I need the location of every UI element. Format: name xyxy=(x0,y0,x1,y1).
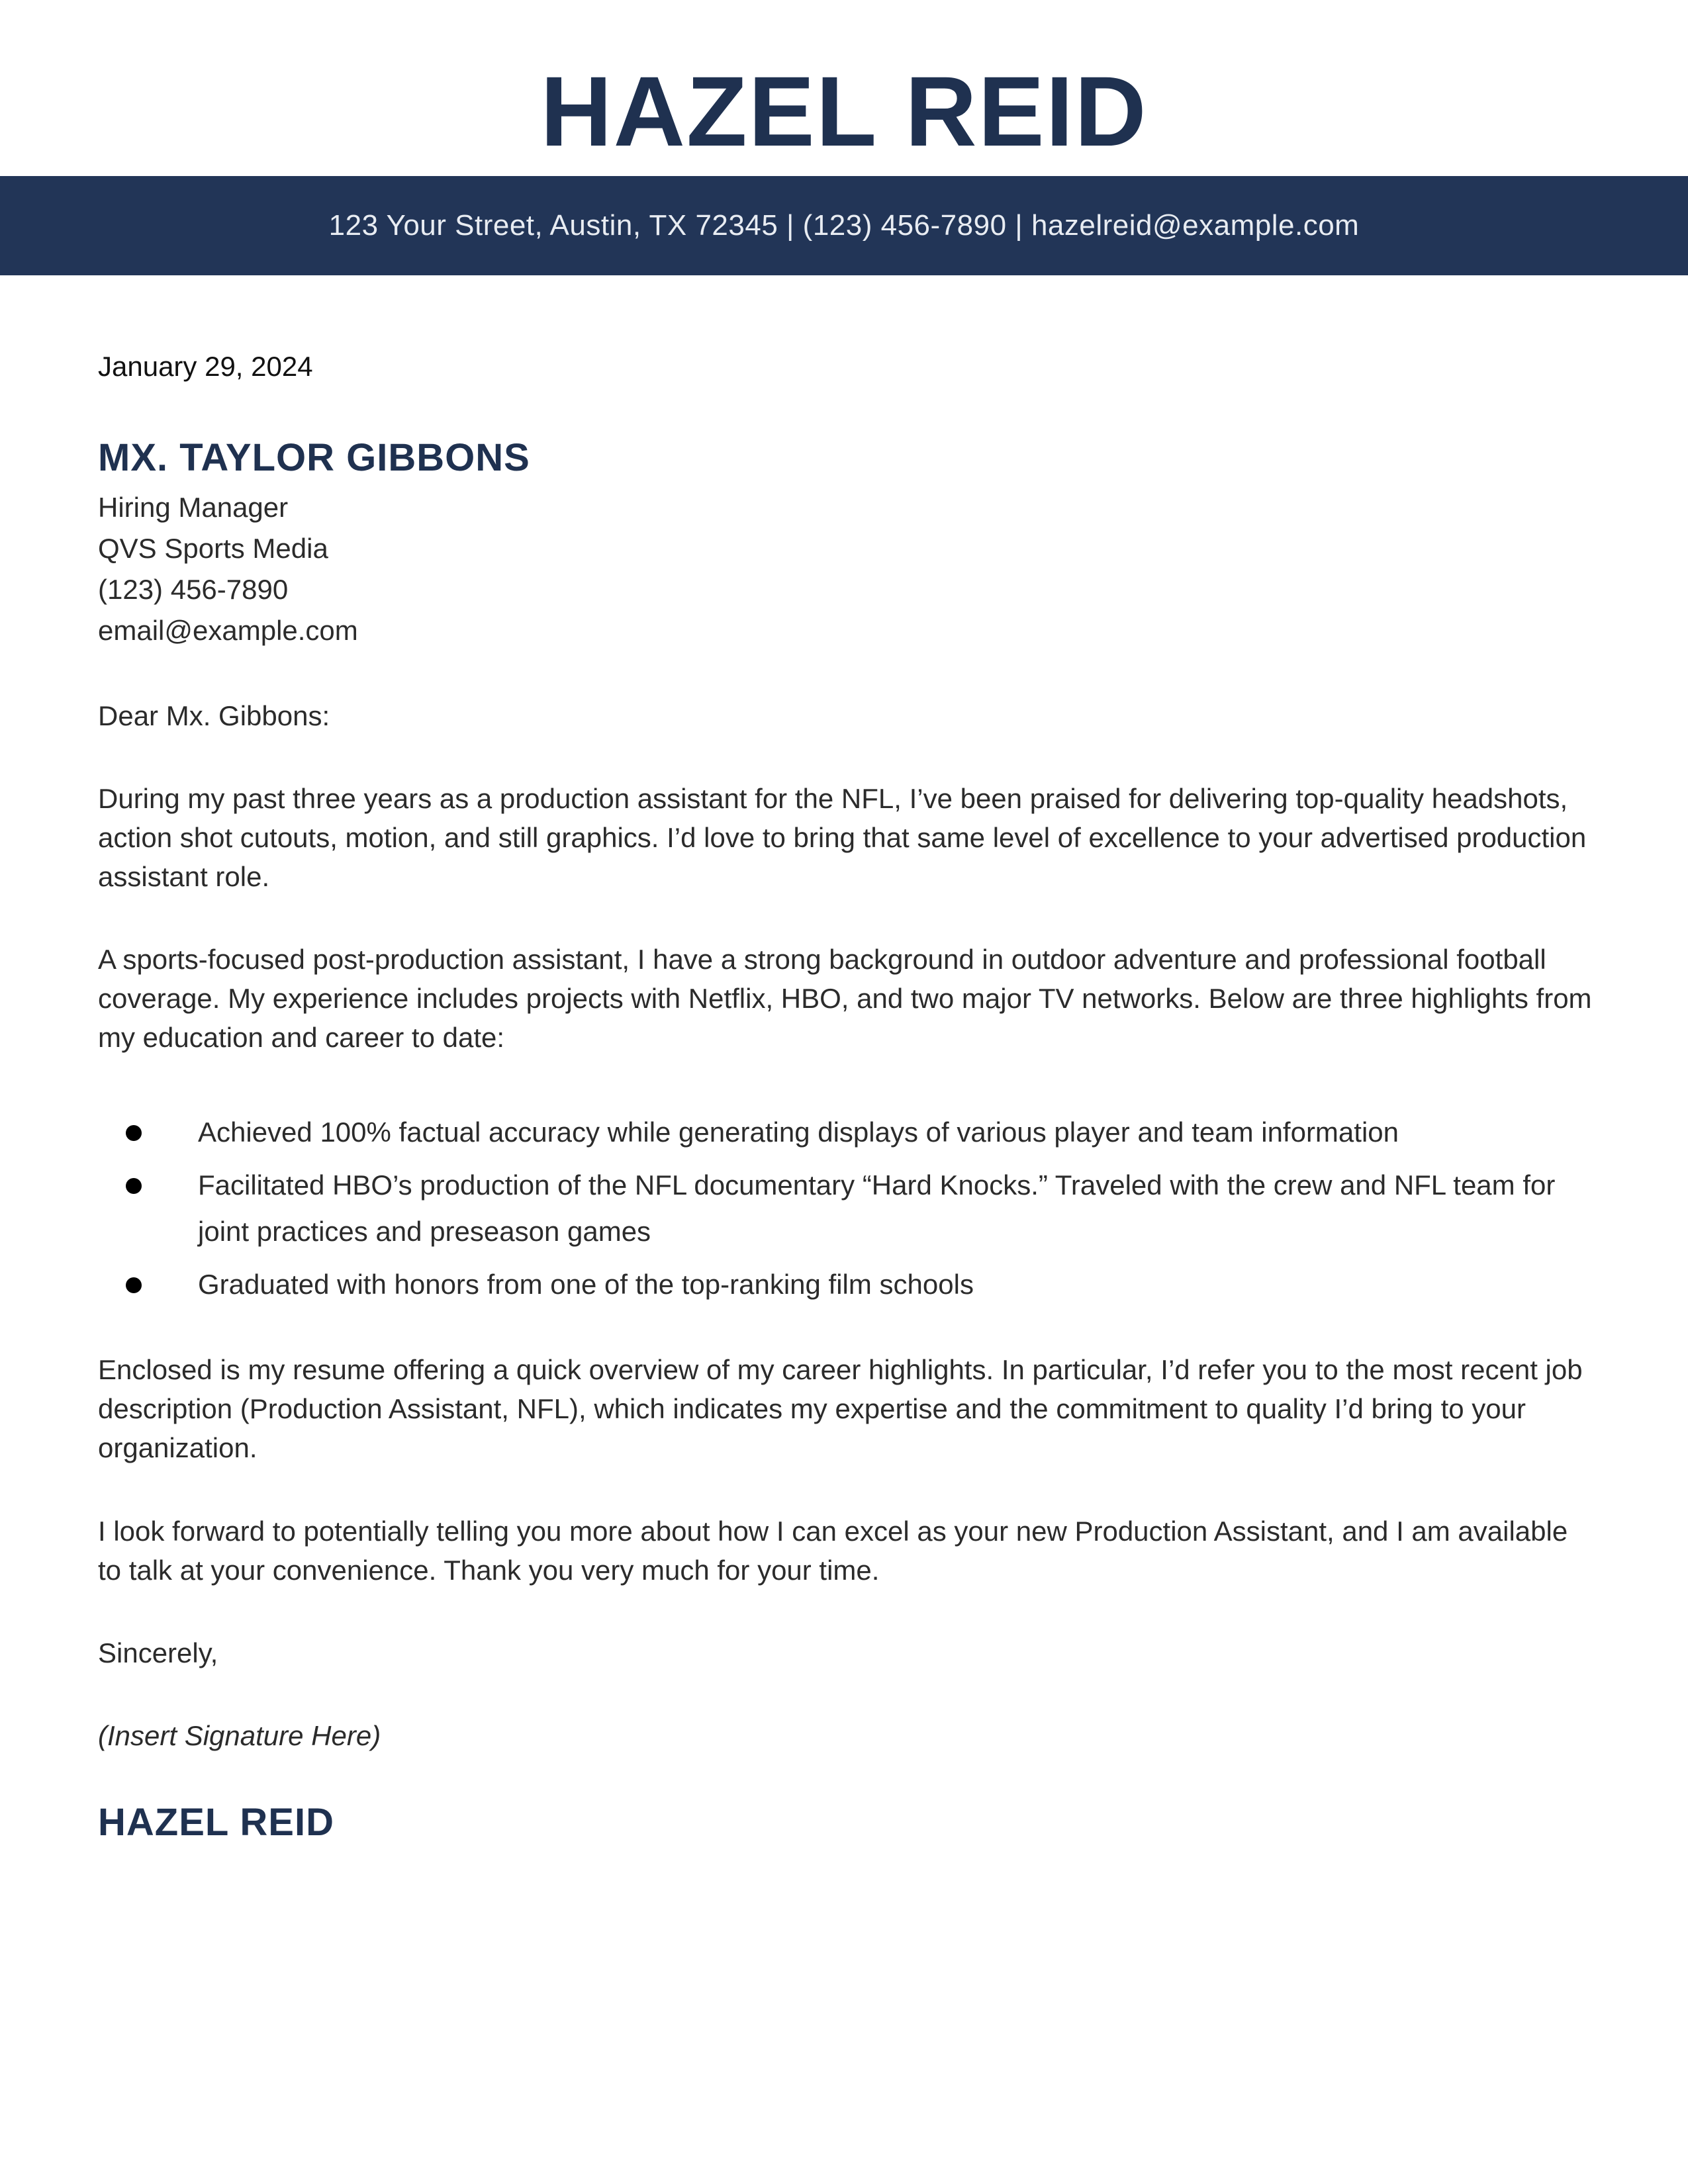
header-name: HAZEL REID xyxy=(540,56,1148,167)
highlight-text: Graduated with honors from one of the top-ranking film schools xyxy=(198,1269,974,1300)
list-item xyxy=(98,1261,1601,1308)
closing: Sincerely, xyxy=(98,1637,218,1668)
highlights-list xyxy=(98,1109,1601,1314)
signer-name: HAZEL REID xyxy=(98,1801,334,1844)
recipient-phone: (123) 456-7890 xyxy=(98,574,289,605)
list-item xyxy=(98,1162,1601,1255)
highlight-text: Achieved 100% factual accuracy while generating displays of various player and team information xyxy=(198,1116,1399,1148)
paragraph-closing: I look forward to potentially telling you more about how I can excel as your new Production Assistant, and I am available to talk at your convenience. Thank you very much for your time. xyxy=(98,1516,1568,1586)
paragraph-resume: Enclosed is my resume offering a quick overview of my career highlights. In particular, I’d refer you to the most recent job description (Production Assistant, NFL), which indicates my expertise and the commitment to quality I’d bring to your organization. xyxy=(98,1354,1583,1463)
list-item xyxy=(98,1109,1601,1156)
contact-bar xyxy=(0,176,1688,275)
contact-info: 123 Your Street, Austin, TX 72345 | (123) 456-7890 | hazelreid@example.com xyxy=(328,209,1360,242)
recipient-details xyxy=(98,487,358,651)
recipient-company: QVS Sports Media xyxy=(98,533,328,564)
bullet-icon xyxy=(126,1178,142,1194)
recipient-title: Hiring Manager xyxy=(98,492,289,523)
letter-date: January 29, 2024 xyxy=(98,351,313,382)
paragraph-background: A sports-focused post-production assistant, I have a strong background in outdoor adventure and professional football coverage. My experience includes projects with Netflix, HBO, and two major TV networks. Below are three highlights from my education and career to date: xyxy=(98,944,1592,1053)
bullet-icon xyxy=(126,1125,142,1141)
recipient-name: MX. TAYLOR GIBBONS xyxy=(98,436,530,479)
highlight-text: Facilitated HBO’s production of the NFL documentary “Hard Knocks.” Traveled with the crew and NFL team for joint practices and preseason games xyxy=(198,1169,1556,1247)
signature-placeholder: (Insert Signature Here) xyxy=(98,1720,381,1751)
recipient-email: email@example.com xyxy=(98,615,358,646)
paragraph-intro: During my past three years as a production assistant for the NFL, I’ve been praised for delivering top-quality headshots, action shot cutouts, motion, and still graphics. I’d love to bring that same level of excellence to your advertised production assistant role. xyxy=(98,783,1587,892)
bullet-icon xyxy=(126,1277,142,1293)
salutation: Dear Mx. Gibbons: xyxy=(98,700,330,731)
